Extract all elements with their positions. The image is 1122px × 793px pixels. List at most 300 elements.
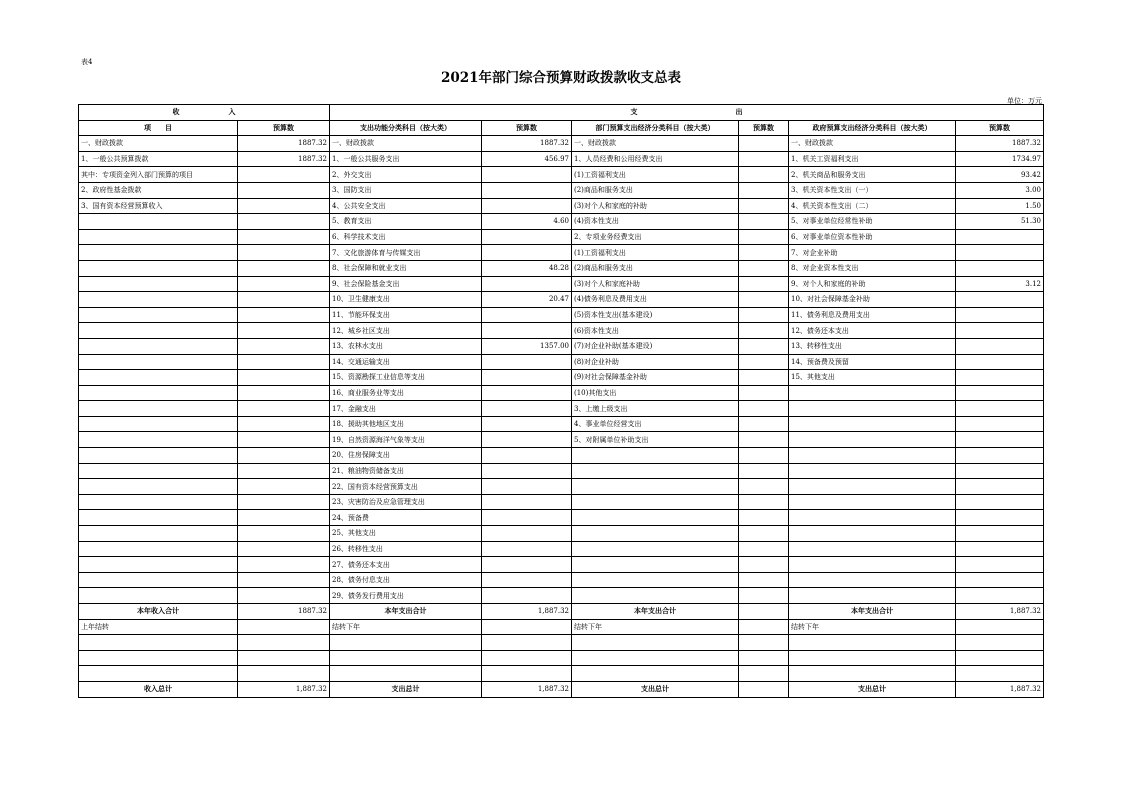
item-label-cell: 17、金融支出 bbox=[330, 401, 482, 417]
item-label-cell: (7)对企业补助(基本建设) bbox=[572, 338, 739, 354]
item-label-cell bbox=[79, 370, 238, 386]
budget-value-cell bbox=[238, 338, 330, 354]
item-label-cell: 9、社会保险基金支出 bbox=[330, 276, 482, 292]
empty-cell bbox=[238, 635, 330, 651]
table-row bbox=[79, 323, 1044, 339]
col-header-budget: 预算数 bbox=[956, 120, 1044, 136]
budget-value-cell bbox=[238, 292, 330, 308]
budget-value-cell bbox=[739, 167, 789, 183]
budget-value-cell bbox=[482, 229, 572, 245]
empty-cell bbox=[956, 635, 1044, 651]
empty-cell bbox=[572, 650, 739, 666]
budget-value-cell bbox=[739, 526, 789, 542]
item-label-cell: (3)对个人和家庭补助 bbox=[572, 276, 739, 292]
item-label-cell: (10)其他支出 bbox=[572, 385, 739, 401]
item-label-cell: 10、对社会保障基金补助 bbox=[789, 292, 956, 308]
item-label-cell: 21、粮油物资储备支出 bbox=[330, 463, 482, 479]
empty-cell bbox=[789, 650, 956, 666]
table-row bbox=[79, 370, 1044, 386]
empty-cell bbox=[789, 635, 956, 651]
item-label-cell: 本年收入合计 bbox=[79, 604, 238, 620]
empty-cell bbox=[330, 666, 482, 682]
item-label-cell bbox=[789, 494, 956, 510]
item-label-cell: 2、外交支出 bbox=[330, 167, 482, 183]
item-label-cell: (4)债务利息及费用支出 bbox=[572, 292, 739, 308]
budget-value-cell: 1357.00 bbox=[482, 338, 572, 354]
budget-value-cell bbox=[956, 229, 1044, 245]
item-label-cell bbox=[572, 510, 739, 526]
budget-value-cell bbox=[238, 323, 330, 339]
item-label-cell: 6、对事业单位资本性补助 bbox=[789, 229, 956, 245]
budget-value-cell bbox=[739, 510, 789, 526]
table-row bbox=[79, 245, 1044, 261]
item-label-cell bbox=[789, 572, 956, 588]
budget-value-cell bbox=[238, 182, 330, 198]
empty-cell bbox=[79, 666, 238, 682]
budget-value-cell bbox=[482, 479, 572, 495]
budget-value-cell: 93.42 bbox=[956, 167, 1044, 183]
item-label-cell: 本年支出合计 bbox=[330, 604, 482, 620]
item-label-cell: 6、科学技术支出 bbox=[330, 229, 482, 245]
budget-value-cell bbox=[238, 245, 330, 261]
item-label-cell bbox=[572, 572, 739, 588]
item-label-cell: 3、国防支出 bbox=[330, 182, 482, 198]
budget-value-cell: 1734.97 bbox=[956, 151, 1044, 167]
table-row bbox=[79, 136, 1044, 152]
item-label-cell bbox=[79, 479, 238, 495]
item-label-cell: (2)商品和服务支出 bbox=[572, 182, 739, 198]
budget-value-cell bbox=[482, 526, 572, 542]
empty-cell bbox=[238, 650, 330, 666]
item-label-cell bbox=[79, 214, 238, 230]
item-label-cell bbox=[79, 432, 238, 448]
budget-value-cell: 1,887.32 bbox=[956, 681, 1044, 697]
budget-value-cell bbox=[238, 260, 330, 276]
item-label-cell: 2、专项业务经费支出 bbox=[572, 229, 739, 245]
budget-value-cell bbox=[482, 572, 572, 588]
item-label-cell: 结转下年 bbox=[330, 619, 482, 635]
budget-value-cell bbox=[739, 260, 789, 276]
table-row bbox=[79, 494, 1044, 510]
budget-value-cell bbox=[739, 323, 789, 339]
budget-value-cell bbox=[482, 167, 572, 183]
budget-value-cell: 51.30 bbox=[956, 214, 1044, 230]
item-label-cell: 12、城乡社区支出 bbox=[330, 323, 482, 339]
budget-value-cell bbox=[238, 401, 330, 417]
item-label-cell bbox=[79, 385, 238, 401]
item-label-cell bbox=[79, 276, 238, 292]
table-row bbox=[79, 151, 1044, 167]
budget-value-cell bbox=[482, 494, 572, 510]
item-label-cell: 本年支出合计 bbox=[572, 604, 739, 620]
item-label-cell: (1)工资福利支出 bbox=[572, 167, 739, 183]
budget-value-cell bbox=[482, 588, 572, 604]
budget-value-cell bbox=[956, 541, 1044, 557]
budget-value-cell bbox=[739, 604, 789, 620]
item-label-cell: (4)资本性支出 bbox=[572, 214, 739, 230]
item-label-cell: 5、对事业单位经常性补助 bbox=[789, 214, 956, 230]
expense-group-header: 支 出 bbox=[330, 105, 1044, 121]
item-label-cell: 1、一般公共预算拨款 bbox=[79, 151, 238, 167]
budget-value-cell bbox=[956, 323, 1044, 339]
budget-value-cell bbox=[482, 307, 572, 323]
budget-value-cell bbox=[739, 229, 789, 245]
empty-cell bbox=[739, 650, 789, 666]
budget-value-cell bbox=[238, 370, 330, 386]
budget-value-cell bbox=[956, 401, 1044, 417]
item-label-cell: 一、财政拨款 bbox=[79, 136, 238, 152]
budget-value-cell bbox=[739, 432, 789, 448]
budget-value-cell bbox=[956, 432, 1044, 448]
budget-value-cell bbox=[739, 619, 789, 635]
item-label-cell bbox=[572, 463, 739, 479]
budget-value-cell bbox=[739, 541, 789, 557]
budget-value-cell bbox=[956, 245, 1044, 261]
table-row bbox=[79, 167, 1044, 183]
budget-value-cell bbox=[482, 276, 572, 292]
budget-value-cell bbox=[739, 276, 789, 292]
item-label-cell: 19、自然资源海洋气象等支出 bbox=[330, 432, 482, 448]
budget-value-cell bbox=[739, 588, 789, 604]
budget-value-cell bbox=[482, 385, 572, 401]
item-label-cell: 收入总计 bbox=[79, 681, 238, 697]
budget-value-cell bbox=[739, 385, 789, 401]
empty-cell bbox=[789, 666, 956, 682]
item-label-cell: (2)商品和服务支出 bbox=[572, 260, 739, 276]
budget-value-cell bbox=[739, 557, 789, 573]
item-label-cell bbox=[572, 557, 739, 573]
budget-value-cell bbox=[482, 510, 572, 526]
col-header-function-class: 支出功能分类科目（按大类） bbox=[330, 120, 482, 136]
budget-value-cell bbox=[956, 448, 1044, 464]
item-label-cell: 26、转移性支出 bbox=[330, 541, 482, 557]
budget-value-cell bbox=[956, 557, 1044, 573]
table-row bbox=[79, 572, 1044, 588]
budget-value-cell: 1887.32 bbox=[238, 151, 330, 167]
col-header-budget: 预算数 bbox=[739, 120, 789, 136]
empty-cell bbox=[482, 666, 572, 682]
empty-cell bbox=[739, 666, 789, 682]
item-label-cell: 支出总计 bbox=[572, 681, 739, 697]
table-row bbox=[79, 276, 1044, 292]
item-label-cell: 11、债务利息及费用支出 bbox=[789, 307, 956, 323]
table-row bbox=[79, 541, 1044, 557]
empty-cell bbox=[739, 635, 789, 651]
budget-value-cell bbox=[238, 432, 330, 448]
budget-value-cell bbox=[238, 214, 330, 230]
budget-value-cell: 48.28 bbox=[482, 260, 572, 276]
budget-value-cell bbox=[238, 416, 330, 432]
budget-value-cell bbox=[956, 479, 1044, 495]
item-label-cell: 4、事业单位经营支出 bbox=[572, 416, 739, 432]
column-header-row bbox=[79, 120, 1044, 136]
item-label-cell: 20、住房保障支出 bbox=[330, 448, 482, 464]
item-label-cell: 3、机关资本性支出（一） bbox=[789, 182, 956, 198]
item-label-cell: 15、其他支出 bbox=[789, 370, 956, 386]
budget-value-cell bbox=[238, 479, 330, 495]
carry-over-row bbox=[79, 619, 1044, 635]
item-label-cell: 1、人员经费和公用经费支出 bbox=[572, 151, 739, 167]
item-label-cell bbox=[572, 494, 739, 510]
budget-value-cell bbox=[482, 198, 572, 214]
item-label-cell: (5)资本性支出(基本建设) bbox=[572, 307, 739, 323]
item-label-cell bbox=[789, 385, 956, 401]
item-label-cell bbox=[79, 572, 238, 588]
table-row bbox=[79, 385, 1044, 401]
item-label-cell bbox=[79, 307, 238, 323]
budget-value-cell bbox=[482, 354, 572, 370]
item-label-cell: 14、交通运输支出 bbox=[330, 354, 482, 370]
budget-value-cell: 3.12 bbox=[956, 276, 1044, 292]
item-label-cell: 16、商业服务业等支出 bbox=[330, 385, 482, 401]
item-label-cell bbox=[79, 416, 238, 432]
budget-value-cell bbox=[739, 681, 789, 697]
budget-table bbox=[78, 104, 1044, 698]
item-label-cell: 2、政府性基金拨款 bbox=[79, 182, 238, 198]
budget-value-cell bbox=[482, 416, 572, 432]
budget-value-cell bbox=[956, 307, 1044, 323]
item-label-cell bbox=[79, 323, 238, 339]
item-label-cell bbox=[79, 463, 238, 479]
budget-value-cell bbox=[739, 572, 789, 588]
item-label-cell: 7、文化旅游体育与传媒支出 bbox=[330, 245, 482, 261]
item-label-cell bbox=[789, 448, 956, 464]
blank-row bbox=[79, 635, 1044, 651]
budget-value-cell bbox=[238, 354, 330, 370]
budget-value-cell bbox=[238, 463, 330, 479]
item-label-cell: 25、其他支出 bbox=[330, 526, 482, 542]
budget-value-cell: 1887.32 bbox=[238, 604, 330, 620]
table-row bbox=[79, 260, 1044, 276]
item-label-cell: 1、一般公共服务支出 bbox=[330, 151, 482, 167]
table-row bbox=[79, 448, 1044, 464]
item-label-cell: 4、公共安全支出 bbox=[330, 198, 482, 214]
budget-value-cell bbox=[739, 354, 789, 370]
table-tag: 表4 bbox=[81, 58, 93, 66]
table-row bbox=[79, 557, 1044, 573]
budget-value-cell: 3.00 bbox=[956, 182, 1044, 198]
item-label-cell bbox=[572, 448, 739, 464]
budget-value-cell bbox=[482, 557, 572, 573]
item-label-cell: 3、国有资本经营预算收入 bbox=[79, 198, 238, 214]
group-header-row bbox=[79, 105, 1044, 121]
item-label-cell bbox=[79, 494, 238, 510]
item-label-cell: 11、节能环保支出 bbox=[330, 307, 482, 323]
budget-value-cell bbox=[956, 385, 1044, 401]
empty-cell bbox=[956, 650, 1044, 666]
item-label-cell: 3、上缴上级支出 bbox=[572, 401, 739, 417]
table-row bbox=[79, 401, 1044, 417]
item-label-cell: (8)对企业补助 bbox=[572, 354, 739, 370]
budget-value-cell bbox=[739, 479, 789, 495]
budget-value-cell bbox=[739, 198, 789, 214]
col-header-gov-econ-class: 政府预算支出经济分类科目（按大类） bbox=[789, 120, 956, 136]
item-label-cell bbox=[789, 526, 956, 542]
budget-value-cell: 1887.32 bbox=[238, 136, 330, 152]
budget-value-cell bbox=[482, 619, 572, 635]
budget-value-cell bbox=[739, 494, 789, 510]
item-label-cell: (1)工资福利支出 bbox=[572, 245, 739, 261]
table-row bbox=[79, 307, 1044, 323]
budget-value-cell bbox=[739, 182, 789, 198]
budget-value-cell bbox=[238, 448, 330, 464]
budget-value-cell bbox=[238, 276, 330, 292]
item-label-cell: 10、卫生健康支出 bbox=[330, 292, 482, 308]
unit-label: 单位：万元 bbox=[1007, 97, 1042, 105]
grand-total-row bbox=[79, 681, 1044, 697]
empty-cell bbox=[572, 666, 739, 682]
item-label-cell: 一、财政拨款 bbox=[789, 136, 956, 152]
item-label-cell: 13、农林水支出 bbox=[330, 338, 482, 354]
item-label-cell: 结转下年 bbox=[572, 619, 739, 635]
item-label-cell bbox=[79, 526, 238, 542]
budget-value-cell bbox=[482, 370, 572, 386]
table-row bbox=[79, 338, 1044, 354]
budget-value-cell bbox=[739, 151, 789, 167]
table-row bbox=[79, 463, 1044, 479]
item-label-cell bbox=[79, 354, 238, 370]
table-row bbox=[79, 432, 1044, 448]
budget-value-cell bbox=[956, 416, 1044, 432]
item-label-cell bbox=[79, 401, 238, 417]
budget-value-cell bbox=[739, 370, 789, 386]
budget-value-cell bbox=[238, 588, 330, 604]
item-label-cell: 支出总计 bbox=[330, 681, 482, 697]
budget-value-cell bbox=[956, 588, 1044, 604]
item-label-cell bbox=[789, 416, 956, 432]
item-label-cell bbox=[79, 448, 238, 464]
item-label-cell: 23、灾害防治及应急管理支出 bbox=[330, 494, 482, 510]
budget-value-cell bbox=[739, 463, 789, 479]
budget-value-cell bbox=[956, 510, 1044, 526]
item-label-cell: (6)资本性支出 bbox=[572, 323, 739, 339]
budget-value-cell bbox=[956, 463, 1044, 479]
budget-value-cell bbox=[482, 182, 572, 198]
item-label-cell bbox=[789, 510, 956, 526]
budget-value-cell bbox=[739, 416, 789, 432]
item-label-cell bbox=[572, 541, 739, 557]
item-label-cell bbox=[79, 541, 238, 557]
item-label-cell bbox=[79, 510, 238, 526]
page-title: 2021年部门综合预算财政拨款收支总表 bbox=[440, 70, 682, 86]
table-row bbox=[79, 479, 1044, 495]
budget-value-cell bbox=[956, 260, 1044, 276]
item-label-cell: 27、债务还本支出 bbox=[330, 557, 482, 573]
budget-value-cell bbox=[238, 385, 330, 401]
item-label-cell: 5、对附属单位补助支出 bbox=[572, 432, 739, 448]
budget-value-cell bbox=[739, 136, 789, 152]
col-header-item: 项 目 bbox=[79, 120, 238, 136]
budget-value-cell bbox=[956, 338, 1044, 354]
empty-cell bbox=[238, 666, 330, 682]
budget-value-cell bbox=[739, 245, 789, 261]
table-row bbox=[79, 354, 1044, 370]
budget-value-cell bbox=[238, 198, 330, 214]
item-label-cell: 12、债务还本支出 bbox=[789, 323, 956, 339]
item-label-cell bbox=[79, 338, 238, 354]
budget-value-cell bbox=[238, 557, 330, 573]
item-label-cell: 22、国有资本经营预算支出 bbox=[330, 479, 482, 495]
item-label-cell: 18、援助其他地区支出 bbox=[330, 416, 482, 432]
empty-cell bbox=[572, 635, 739, 651]
budget-value-cell bbox=[238, 229, 330, 245]
item-label-cell bbox=[572, 479, 739, 495]
item-label-cell: 15、资源勘探工业信息等支出 bbox=[330, 370, 482, 386]
blank-row bbox=[79, 650, 1044, 666]
item-label-cell bbox=[79, 557, 238, 573]
item-label-cell: 14、预备费及预留 bbox=[789, 354, 956, 370]
budget-value-cell bbox=[238, 541, 330, 557]
empty-cell bbox=[482, 650, 572, 666]
budget-value-cell bbox=[482, 541, 572, 557]
blank-row bbox=[79, 666, 1044, 682]
budget-value-cell bbox=[238, 526, 330, 542]
budget-value-cell bbox=[956, 572, 1044, 588]
budget-value-cell: 1887.32 bbox=[482, 136, 572, 152]
item-label-cell: 7、对企业补助 bbox=[789, 245, 956, 261]
budget-value-cell bbox=[956, 526, 1044, 542]
budget-value-cell bbox=[482, 463, 572, 479]
budget-value-cell: 1887.32 bbox=[956, 136, 1044, 152]
item-label-cell bbox=[789, 557, 956, 573]
budget-value-cell bbox=[956, 370, 1044, 386]
budget-value-cell bbox=[739, 448, 789, 464]
table-row bbox=[79, 292, 1044, 308]
item-label-cell: 其中：专项资金列入部门预算的项目 bbox=[79, 167, 238, 183]
budget-value-cell bbox=[956, 292, 1044, 308]
item-label-cell bbox=[79, 292, 238, 308]
col-header-budget: 预算数 bbox=[482, 120, 572, 136]
budget-value-cell bbox=[238, 307, 330, 323]
item-label-cell bbox=[789, 463, 956, 479]
item-label-cell: 8、对企业资本性支出 bbox=[789, 260, 956, 276]
budget-value-cell bbox=[739, 338, 789, 354]
budget-value-cell: 456.97 bbox=[482, 151, 572, 167]
item-label-cell: 一、财政拨款 bbox=[330, 136, 482, 152]
budget-value-cell bbox=[482, 323, 572, 339]
budget-value-cell bbox=[238, 167, 330, 183]
table-row bbox=[79, 214, 1044, 230]
budget-value-cell bbox=[482, 432, 572, 448]
col-header-dept-econ-class: 部门预算支出经济分类科目（按大类） bbox=[572, 120, 739, 136]
empty-cell bbox=[482, 635, 572, 651]
item-label-cell: 8、社会保障和就业支出 bbox=[330, 260, 482, 276]
budget-value-cell: 1.50 bbox=[956, 198, 1044, 214]
item-label-cell bbox=[79, 588, 238, 604]
table-row bbox=[79, 416, 1044, 432]
item-label-cell bbox=[789, 541, 956, 557]
item-label-cell bbox=[789, 401, 956, 417]
budget-value-cell bbox=[482, 245, 572, 261]
budget-value-cell bbox=[956, 354, 1044, 370]
item-label-cell: 4、机关资本性支出（二） bbox=[789, 198, 956, 214]
empty-cell bbox=[79, 635, 238, 651]
income-group-header: 收 入 bbox=[79, 105, 330, 121]
table-row bbox=[79, 229, 1044, 245]
budget-value-cell bbox=[238, 494, 330, 510]
item-label-cell: 29、债务发行费用支出 bbox=[330, 588, 482, 604]
year-total-row bbox=[79, 604, 1044, 620]
budget-value-cell: 1,887.32 bbox=[238, 681, 330, 697]
col-header-budget: 预算数 bbox=[238, 120, 330, 136]
budget-value-cell bbox=[238, 572, 330, 588]
budget-value-cell bbox=[739, 307, 789, 323]
budget-value-cell: 4.60 bbox=[482, 214, 572, 230]
empty-cell bbox=[330, 650, 482, 666]
item-label-cell: (3)对个人和家庭的补助 bbox=[572, 198, 739, 214]
item-label-cell: 支出总计 bbox=[789, 681, 956, 697]
empty-cell bbox=[956, 666, 1044, 682]
